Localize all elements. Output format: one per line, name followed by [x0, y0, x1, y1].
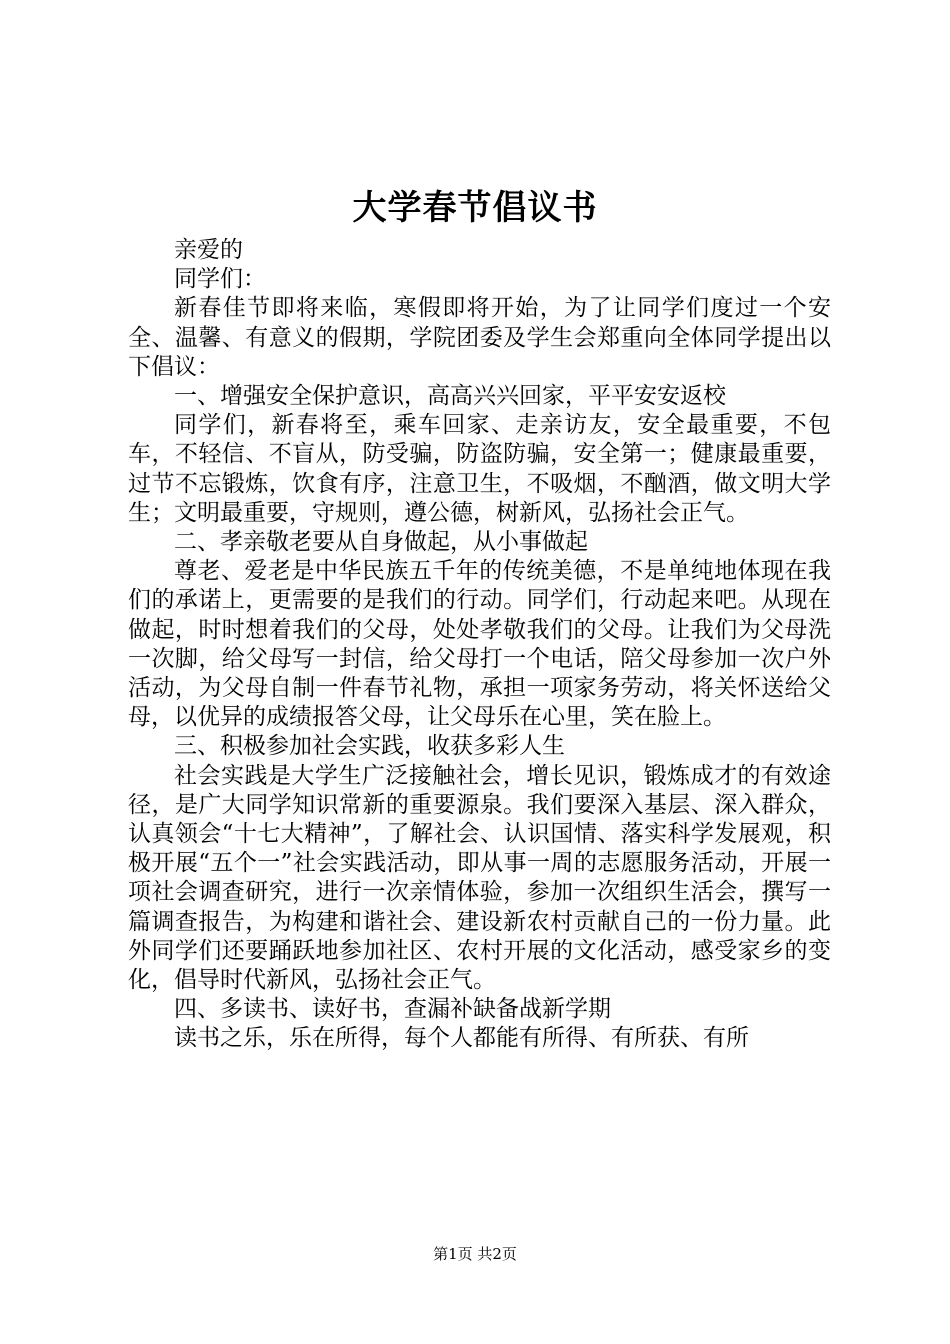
document-body — [128, 236, 831, 1054]
section-heading-3: 三、积极参加社会实践，收获多彩人生 — [174, 733, 565, 760]
section-body-4: 读书之乐，乐在所得，每个人都能有所得、有所获、有所 — [174, 1025, 749, 1052]
intro-paragraph: 新春佳节即将来临，寒假即将开始，为了让同学们度过一个安全、温馨、有意义的假期，学院团委及学生会郑重向全体同学提出以下倡议： — [128, 295, 831, 380]
page-footer: 第1页 共2页 — [433, 1245, 517, 1263]
salutation-line-2: 同学们： — [174, 266, 266, 293]
section-body-2: 尊老、爱老是中华民族五千年的传统美德，不是单纯地体现在我们的承诺上，更需要的是我们的行动。同学们，行动起来吧。从现在做起，时时想着我们的父母，处处孝敬我们的父母。让我们为父母洗一次脚，给父母写一封信，给父母打一个电话，陪父母参加一次户外活动，为父母自制一件春节礼物，承担一项家务劳动，将关怀送给父母，以优异的成绩报答父母，让父母乐在心里，笑在脸上。 — [128, 558, 831, 731]
salutation-line-1: 亲爱的 — [174, 237, 243, 263]
document-title: 大学春节倡议书 — [352, 188, 598, 228]
section-heading-4: 四、多读书、读好书，查漏补缺备战新学期 — [174, 996, 611, 1023]
section-heading-1: 一、增强安全保护意识，高高兴兴回家，平平安安返校 — [174, 383, 726, 410]
section-body-1: 同学们，新春将至，乘车回家、走亲访友，安全最重要，不包车，不轻信、不盲从，防受骗，防盗防骗，安全第一；健康最重要，过节不忘锻炼，饮食有序，注意卫生，不吸烟，不酗酒，做文明大学生；文明最重要，守规则，遵公德，树新风，弘扬社会正气。 — [128, 412, 831, 526]
section-heading-2: 二、孝亲敬老要从自身做起，从小事做起 — [174, 529, 588, 556]
section-body-3: 社会实践是大学生广泛接触社会，增长见识，锻炼成才的有效途径，是广大同学知识常新的重要源泉。我们要深入基层、深入群众，认真领会“十七大精神”，了解社会、认识国情、落实科学发展观，积极开展“五个一”社会实践活动，即从事一周的志愿服务活动，开展一项社会调查研究，进行一次亲情体验，参加一次组织生活会，撰写一篇调查报告，为构建和谐社会、建设新农村贡献自己的一份力量。此外同学们还要踊跃地参加社区、农村开展的文化活动，感受家乡的变化，倡导时代新风，弘扬社会正气。 — [128, 762, 831, 994]
